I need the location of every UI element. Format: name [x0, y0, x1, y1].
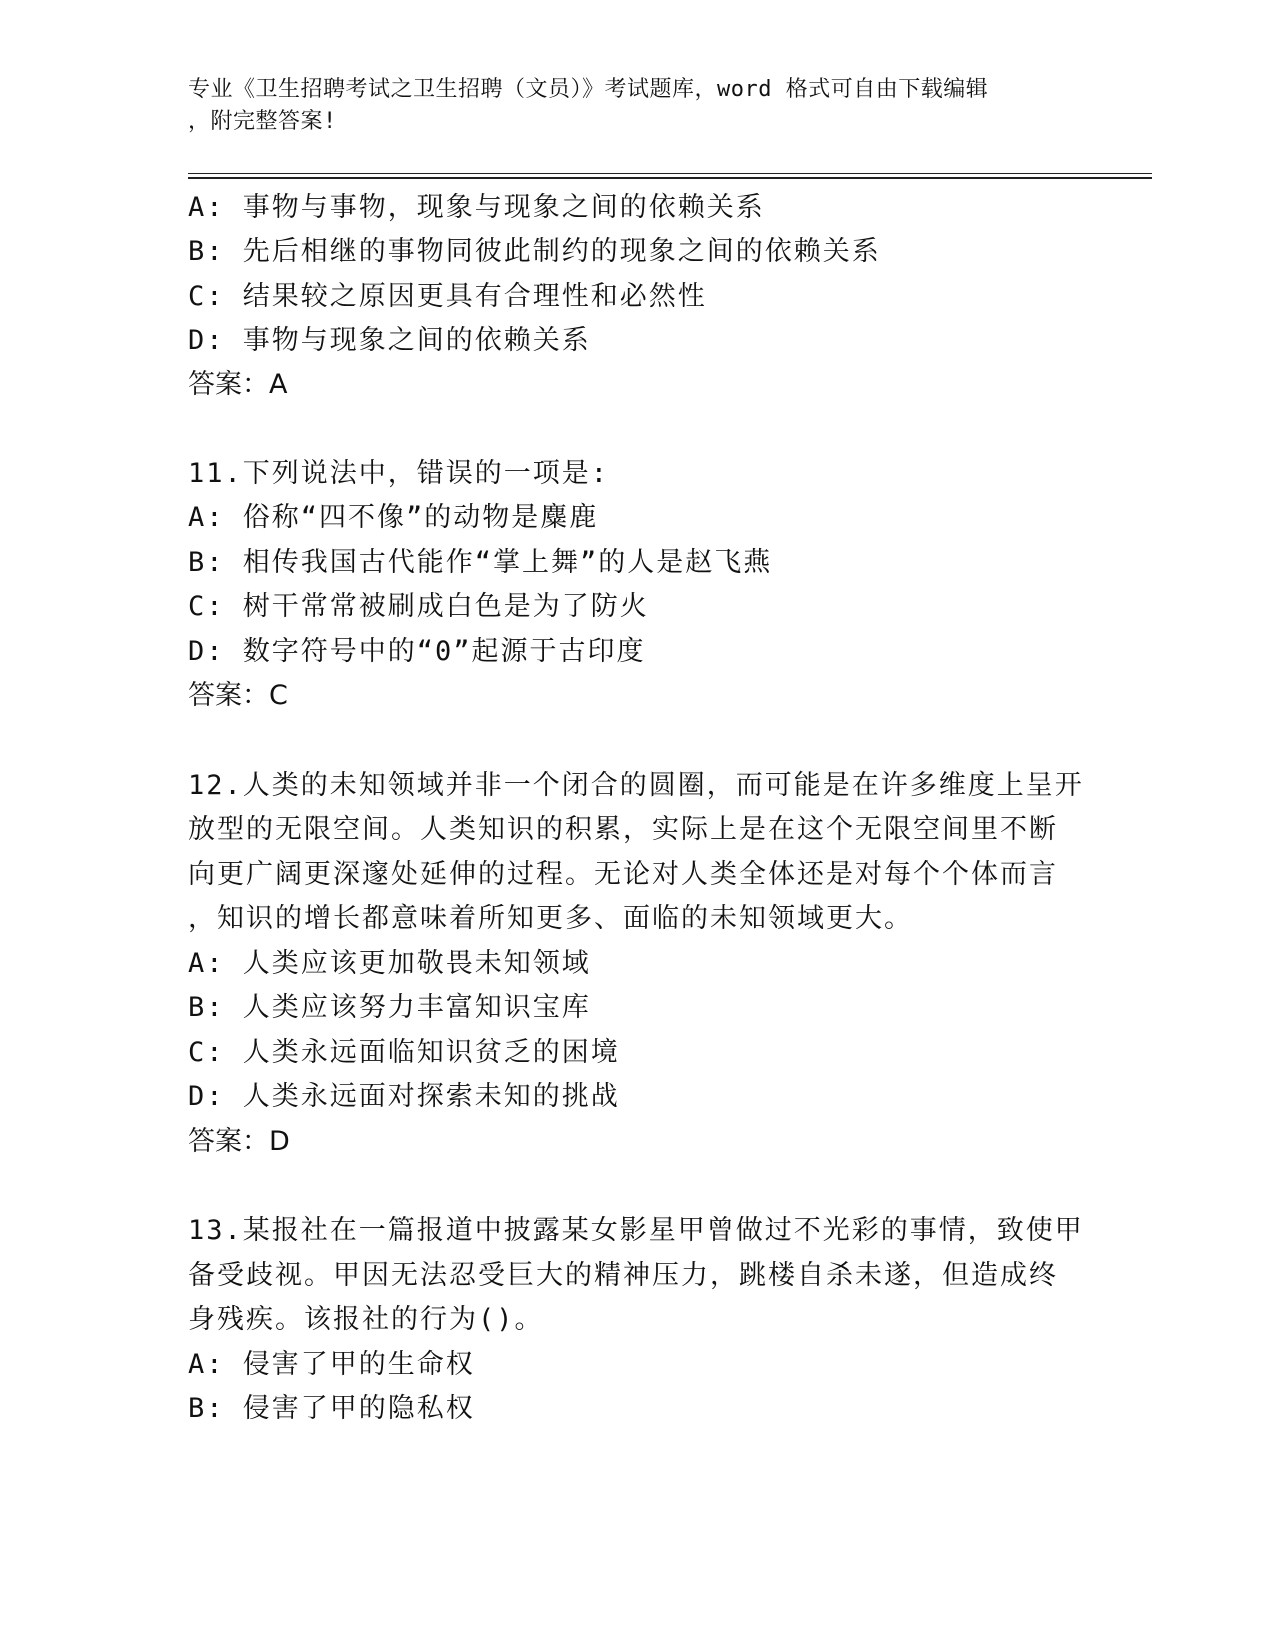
q11-answer: 答案：C: [188, 680, 288, 711]
q13-stem-line-2: 备受歧视。甲因无法忍受巨大的精神压力，跳楼自杀未遂，但造成终: [188, 1260, 1058, 1291]
q12-option-d: D: 人类永远面对探索未知的挑战: [188, 1081, 620, 1112]
header-line-1: 专业《卫生招聘考试之卫生招聘（文员）》考试题库，word 格式可自由下载编辑: [188, 77, 989, 102]
header-rule-thick: [188, 177, 1152, 179]
q12-option-c: C: 人类永远面临知识贫乏的困境: [188, 1037, 620, 1068]
q12-stem-line-3: 向更广阔更深邃处延伸的过程。无论对人类全体还是对每个个体而言: [188, 859, 1058, 890]
q11-stem: 11.下列说法中，错误的一项是:: [188, 458, 610, 489]
q11-option-c: C: 树干常常被刷成白色是为了防火: [188, 591, 649, 622]
q13-option-a: A: 侵害了甲的生命权: [188, 1349, 475, 1380]
q11-option-b: B: 相传我国古代能作“掌上舞”的人是赵飞燕: [188, 547, 773, 578]
q13-stem-line-1: 13.某报社在一篇报道中披露某女影星甲曾做过不光彩的事情，致使甲: [188, 1215, 1084, 1246]
header-line-2: ，附完整答案!: [188, 109, 337, 134]
q12-answer: 答案：D: [188, 1126, 290, 1157]
header-rule-thin: [188, 173, 1152, 174]
q11-option-d: D: 数字符号中的“0”起源于古印度: [188, 636, 646, 667]
q11-option-a: A: 俗称“四不像”的动物是麋鹿: [188, 502, 599, 533]
q10-option-b: B: 先后相继的事物同彼此制约的现象之间的依赖关系: [188, 236, 881, 267]
q10-option-d: D: 事物与现象之间的依赖关系: [188, 325, 591, 356]
q10-answer: 答案：A: [188, 369, 288, 400]
q12-stem-line-2: 放型的无限空间。人类知识的积累，实际上是在这个无限空间里不断: [188, 814, 1058, 845]
q12-stem-line-1: 12.人类的未知领域并非一个闭合的圆圈，而可能是在许多维度上呈开: [188, 770, 1084, 801]
q12-option-a: A: 人类应该更加敬畏未知领域: [188, 948, 591, 979]
q10-option-a: A: 事物与事物，现象与现象之间的依赖关系: [188, 192, 765, 223]
q12-option-b: B: 人类应该努力丰富知识宝库: [188, 992, 591, 1023]
q10-option-c: C: 结果较之原因更具有合理性和必然性: [188, 281, 707, 312]
q12-stem-line-4: ，知识的增长都意味着所知更多、面临的未知领域更大。: [188, 903, 913, 934]
q13-stem-line-3: 身残疾。该报社的行为()。: [188, 1304, 544, 1335]
q13-option-b: B: 侵害了甲的隐私权: [188, 1393, 475, 1424]
document-header: [188, 74, 1068, 138]
